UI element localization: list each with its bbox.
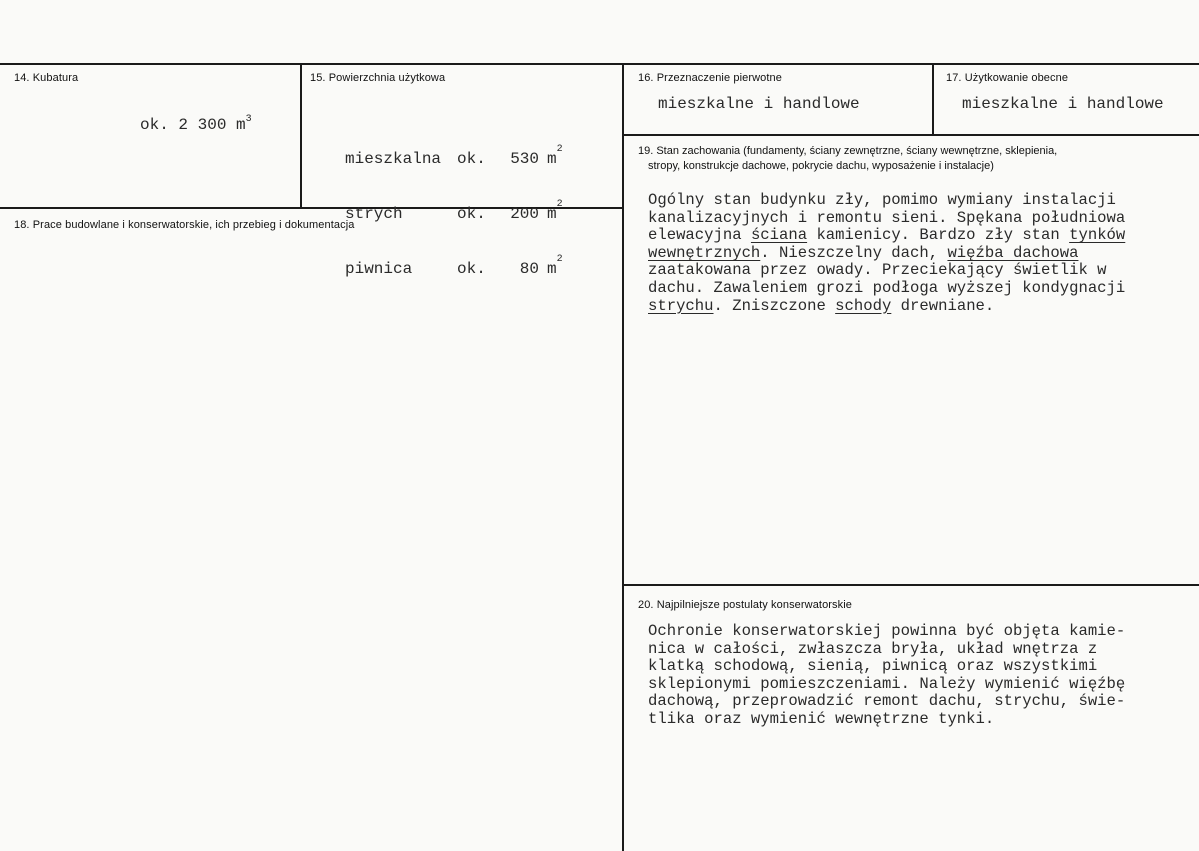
field-20-label: 20. Najpilniejsze postulaty konserwatorskie [638, 599, 853, 611]
kubatura-unit-superscript: 3 [245, 114, 252, 125]
text-line: Ochronie konserwatorskiej powinna być objęta kamie- [648, 622, 1126, 640]
text-line [648, 227, 1125, 245]
text-segment: . Nieszczelny dach, [760, 243, 948, 262]
area-unit: m [547, 260, 557, 278]
field-14-label: 14. Kubatura [14, 72, 79, 84]
area-name: strych [345, 205, 403, 223]
area-prefix: ok. [457, 260, 486, 278]
area-unit: m [547, 205, 557, 223]
underlined-text: tynków [1069, 226, 1126, 245]
area-unit: m [547, 150, 557, 168]
field-19-label [638, 144, 1057, 174]
underlined-text: schody [835, 296, 892, 315]
area-value: 80 [519, 260, 539, 278]
main-vertical-divider [622, 63, 624, 851]
text-line [648, 298, 1125, 316]
text-segment: elewacyjna [648, 226, 751, 245]
area-prefix: ok. [457, 150, 486, 168]
divider-16-17 [932, 63, 934, 135]
field-17-value: mieszkalne i handlowe [962, 95, 1164, 113]
text-line: dachu. Zawaleniem grozi podłoga wyższej kondygnacji [648, 278, 1126, 297]
area-row-piwnica [345, 254, 563, 279]
text-line: dachową, przeprowadzić remont dachu, strychu, świe- [648, 692, 1126, 711]
top-border-line [0, 63, 1199, 65]
kubatura-value: ok. 2 300 m [140, 116, 246, 134]
field-19-text [648, 192, 1125, 315]
area-name: piwnica [345, 260, 413, 278]
field-16-value: mieszkalne i handlowe [658, 95, 860, 113]
area-row-mieszkalna [345, 144, 563, 169]
text-line [648, 245, 1125, 263]
text-line: Ogólny stan budynku zły, pomimo wymiany instalacji [648, 191, 1116, 209]
field-15-label: 15. Powierzchnia użytkowa [310, 72, 446, 84]
text-segment: kamienicy. Bardzo zły stan [807, 226, 1070, 245]
area-row-strych [345, 199, 563, 224]
field-19-label-line-2: stropy, konstrukcje dachowe, pokrycie dachu, wyposażenie i instalacje) [648, 160, 994, 172]
text-line: sklepionymi pomieszczeniami. Należy wymienić więźbę [648, 674, 1126, 693]
text-segment: drewniane. [891, 296, 995, 315]
underlined-text: więźba dachowa [947, 243, 1079, 262]
area-unit-superscript: 2 [556, 144, 563, 155]
underlined-text: wewnętrznych [648, 243, 761, 262]
divider-19-20 [622, 584, 1199, 586]
field-19-label-line-1: 19. Stan zachowania (fundamenty, ściany zewnętrzne, ściany wewnętrzne, sklepienia, [638, 145, 1058, 157]
area-value: 200 [510, 205, 539, 223]
area-unit-superscript: 2 [556, 199, 563, 210]
divider-16-19 [622, 134, 1199, 136]
area-table [345, 114, 563, 315]
area-name: mieszkalna [345, 150, 442, 168]
text-line: nica w całości, zwłaszcza bryła, układ wnętrza z [648, 639, 1098, 658]
field-18-label: 18. Prace budowlane i konserwatorskie, ich przebieg i dokumentacja [14, 219, 355, 231]
area-prefix: ok. [457, 205, 486, 223]
field-16-label: 16. Przeznaczenie pierwotne [638, 72, 782, 84]
underlined-text: ściana [750, 226, 808, 245]
area-value: 530 [510, 150, 539, 168]
text-segment: . Zniszczone [713, 296, 836, 315]
text-line: tlika oraz wymienić wewnętrzne tynki. [648, 709, 995, 728]
text-line: kanalizacyjnych i remontu sieni. Spękana południowa [648, 208, 1126, 227]
underlined-text: strychu [648, 296, 714, 315]
field-20-text [648, 623, 1125, 729]
divider-14-15 [300, 63, 302, 208]
field-17-label: 17. Użytkowanie obecne [946, 72, 1069, 84]
text-line: zaatakowana przez owady. Przeciekający świetlik w [648, 261, 1107, 280]
text-line: klatką schodową, sienią, piwnicą oraz wszystkimi [648, 657, 1098, 676]
area-unit-superscript: 2 [556, 254, 563, 265]
field-14-value [140, 116, 252, 134]
